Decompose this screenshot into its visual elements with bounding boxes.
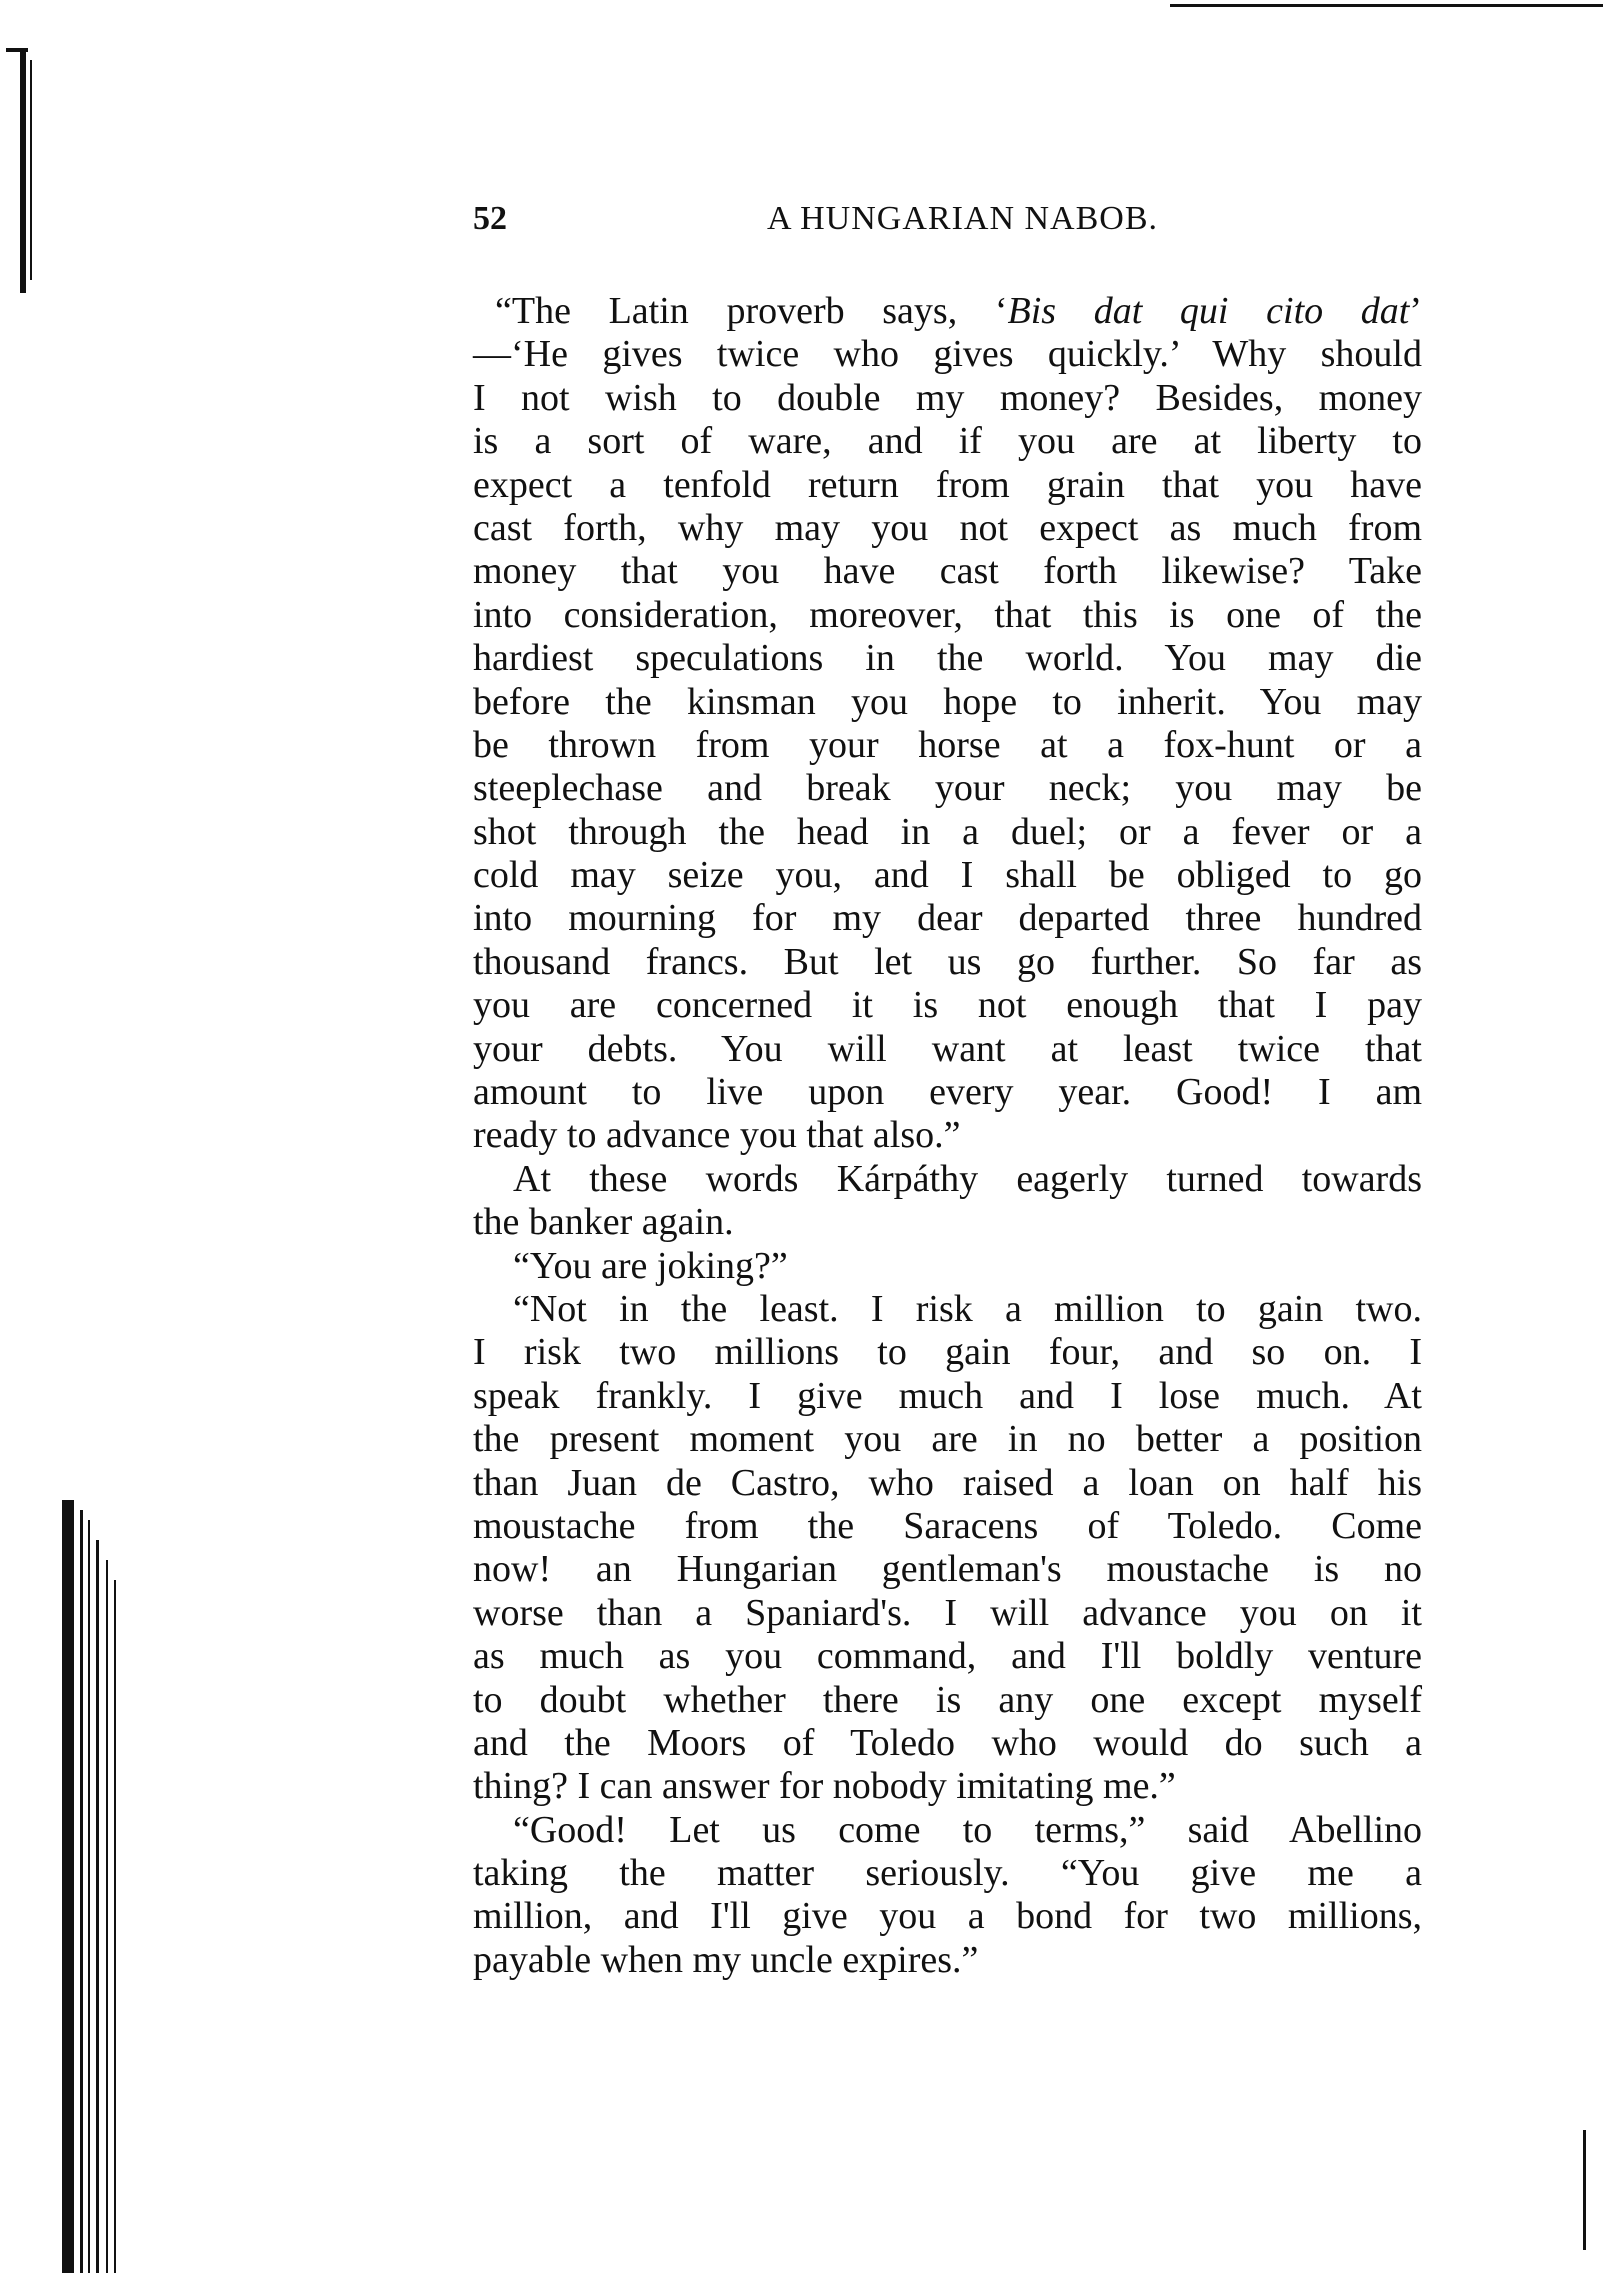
text-line: now! an Hungarian gentleman's moustache is no	[473, 1548, 1422, 1591]
text-line: into mourning for my dear departed three hundred	[473, 897, 1422, 940]
text-line: million, and I'll give you a bond for two millions,	[473, 1895, 1422, 1938]
latin-proverb: Bis dat qui cito dat	[1007, 290, 1410, 332]
text-line: thousand francs. But let us go further. So far as	[473, 940, 1422, 983]
running-title: A HUNGARIAN NABOB.	[766, 200, 1159, 237]
text-line	[473, 290, 1422, 333]
text-line: speak frankly. I give much and I lose much. At	[473, 1374, 1422, 1417]
text-line: and the Moors of Toledo who would do such a	[473, 1721, 1422, 1764]
page-number: 52	[473, 200, 507, 237]
top-rule	[1170, 4, 1603, 7]
text-line: you are concerned it is not enough that I pay	[473, 984, 1422, 1027]
text-line: your debts. You will want at least twice that	[473, 1027, 1422, 1070]
text-line: the present moment you are in no better a position	[473, 1418, 1422, 1461]
text-line: money that you have cast forth likewise? Take	[473, 550, 1422, 593]
text-line: before the kinsman you hope to inherit. You may	[473, 680, 1422, 723]
text-line: cold may seize you, and I shall be obliged to go	[473, 854, 1422, 897]
text-line: ready to advance you that also.”	[473, 1114, 961, 1157]
text-line: to doubt whether there is any one except myself	[473, 1678, 1422, 1721]
text-line: thing? I can answer for nobody imitating me.”	[473, 1765, 1176, 1808]
text-line: is a sort of ware, and if you are at liberty to	[473, 420, 1422, 463]
text-line: hardiest speculations in the world. You may die	[473, 637, 1422, 680]
text-run: “The Latin proverb says, ‘	[495, 290, 1008, 332]
text-line: “You are joking?”	[513, 1244, 788, 1287]
text-run: ’	[1409, 290, 1422, 332]
text-line: taking the matter seriously. “You give me a	[473, 1852, 1422, 1895]
body-text	[473, 290, 1422, 1982]
text-line: than Juan de Castro, who raised a loan on half his	[473, 1461, 1422, 1504]
text-line: be thrown from your horse at a fox-hunt or a	[473, 723, 1422, 766]
text-line: I not wish to double my money? Besides, money	[473, 376, 1422, 419]
text-line: “Not in the least. I risk a million to gain two.	[513, 1287, 1422, 1330]
text-line: cast forth, why may you not expect as much from	[473, 506, 1422, 549]
text-line: At these words Kárpáthy eagerly turned towards	[513, 1157, 1422, 1200]
text-line: “Good! Let us come to terms,” said Abellino	[513, 1808, 1422, 1851]
text-line: expect a tenfold return from grain that you have	[473, 463, 1422, 506]
text-line: —‘He gives twice who gives quickly.’ Why should	[473, 333, 1422, 376]
text-line: steeplechase and break your neck; you may be	[473, 767, 1422, 810]
text-line: into consideration, moreover, that this is one of the	[473, 593, 1422, 636]
running-header	[473, 200, 1422, 250]
text-line: worse than a Spaniard's. I will advance you on it	[473, 1591, 1422, 1634]
text-line: as much as you command, and I'll boldly venture	[473, 1635, 1422, 1678]
scan-edge-mark-bottom-right	[1583, 2130, 1586, 2250]
text-line: I risk two millions to gain four, and so on. I	[473, 1331, 1422, 1374]
text-line: shot through the head in a duel; or a fever or a	[473, 810, 1422, 853]
text-line: moustache from the Saracens of Toledo. Come	[473, 1504, 1422, 1547]
text-line: amount to live upon every year. Good! I am	[473, 1071, 1422, 1114]
text-line: payable when my uncle expires.”	[473, 1938, 979, 1981]
text-line: the banker again.	[473, 1201, 734, 1244]
